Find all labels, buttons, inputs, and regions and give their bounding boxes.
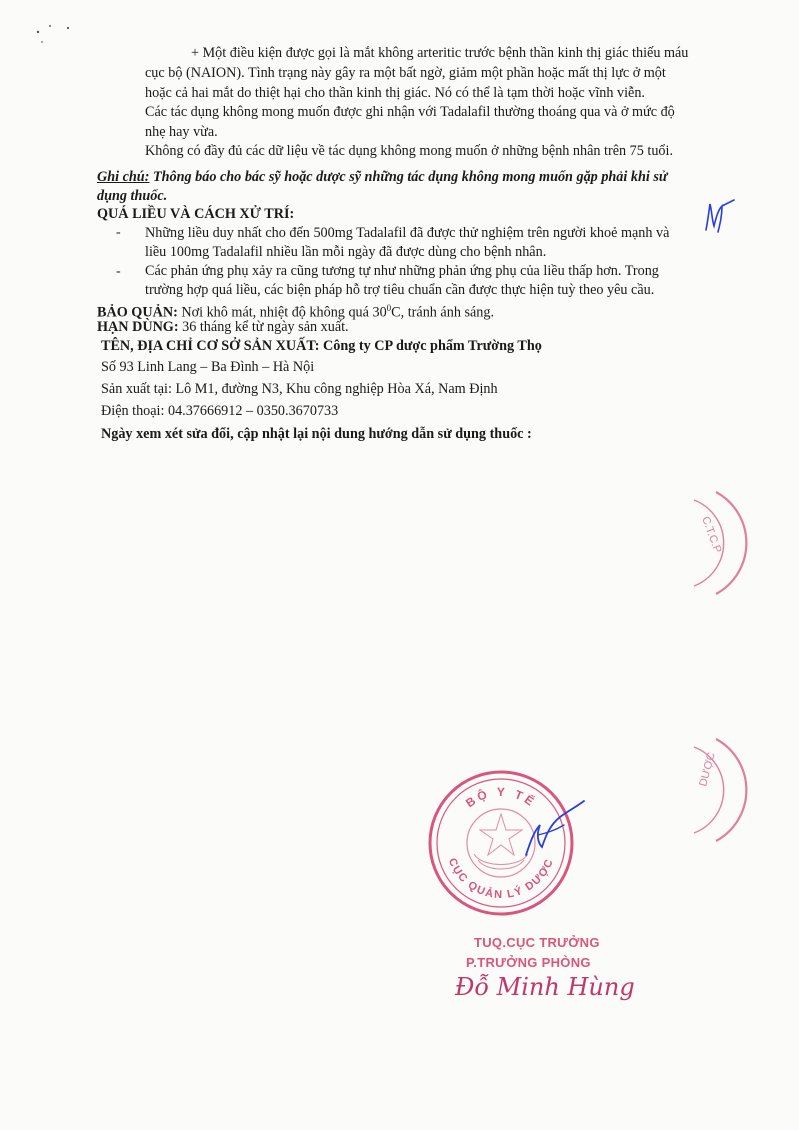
initials-mark (700, 196, 740, 236)
edge-stamp-lower (668, 735, 799, 845)
manufacturer-line (101, 337, 542, 356)
edge-stamp-upper-text: C.T.C.P (699, 514, 724, 555)
storage-degree: 0 (386, 303, 392, 313)
overdose-item-2-line-2: trường hợp quá liều, các biện pháp hỗ trợ tiêu chuẩn cần được thực hiện tuỳ theo yêu cầu. (145, 282, 655, 298)
note-text-1: Thông báo cho bác sỹ hoặc dược sỹ những tác dụng không mong muốn gặp phải khi sử (152, 169, 668, 185)
approval-line-1: TUQ.CỤC TRƯỞNG (474, 935, 600, 950)
naion-line-3: hoặc cả hai mắt do thiệt hại cho thần kinh thị giác. Nó có thể là tạm thời hoặc vĩnh viễn. (145, 85, 645, 101)
manufacturer-company: Công ty CP dược phẩm Trường Thọ (323, 338, 542, 354)
note-line-2: dụng thuốc. (97, 188, 168, 204)
edge-stamp-lower-text: DƯỢC (697, 751, 718, 788)
overdose-item-1-line-1: Những liều duy nhất cho đến 500mg Tadalafil đã được thử nghiệm trên người khoẻ mạnh và (145, 225, 670, 241)
note-line-1 (97, 168, 667, 187)
manufacturer-factory: Sản xuất tại: Lô M1, đường N3, Khu công nghiệp Hòa Xá, Nam Định (101, 381, 498, 397)
naion-line-2: cục bộ (NAION). Tình trạng này gây ra một bất ngờ, giảm một phần hoặc mất thị lực ở một (145, 65, 666, 81)
manufacturer-address: Số 93 Linh Lang – Ba Đình – Hà Nội (101, 359, 315, 375)
expiry-label: HẠN DÙNG: (97, 319, 179, 335)
stamp-top-text: BỘ Y TẾ (463, 784, 539, 811)
naion-line-1: + Một điều kiện được gọi là mắt không arteritic trước bệnh thần kinh thị giác thiếu máu (191, 45, 689, 61)
overdose-bullet-1: - (116, 225, 121, 240)
manufacturer-label: TÊN, ĐỊA CHỈ CƠ SỞ SẢN XUẤT: (101, 338, 320, 354)
manufacturer-phone: Điện thoại: 04.37666912 – 0350.3670733 (101, 403, 339, 419)
transient-line-1: Các tác dụng không mong muốn được ghi nhận với Tadalafil thường thoáng qua và ở mức độ (145, 104, 675, 120)
approval-line-2: P.TRƯỞNG PHÒNG (466, 955, 591, 970)
official-signature (520, 795, 590, 865)
scan-specks (20, 20, 80, 60)
revision-label: Ngày xem xét sửa đổi, cập nhật lại nội dung hướng dẫn sử dụng thuốc : (101, 426, 532, 442)
expiry-line (97, 318, 349, 337)
elderly-note: Không có đầy đủ các dữ liệu về tác dụng không mong muốn ở những bệnh nhân trên 75 tuổi. (145, 143, 674, 159)
overdose-bullet-2: - (116, 264, 121, 279)
overdose-item-2-line-1: Các phản ứng phụ xảy ra cũng tương tự như những phản ứng phụ của liều thấp hơn. Trong (145, 263, 659, 279)
storage-label: BẢO QUẢN: (97, 304, 178, 321)
edge-stamp-upper (668, 488, 799, 598)
storage-text: Nơi khô mát, nhiệt độ không quá 30 (177, 304, 387, 321)
stamp-bottom-text: CỤC QUẢN LÝ DƯỢC (445, 856, 557, 902)
signer-name: Đỗ Minh Hùng (455, 973, 635, 1001)
overdose-item-1-line-2: liều 100mg Tadalafil nhiều lần mỗi ngày đã được dùng cho bệnh nhân. (145, 244, 547, 260)
overdose-heading: QUÁ LIỀU VÀ CÁCH XỬ TRÍ: (97, 206, 295, 222)
storage-text-after: C, tránh ánh sáng. (391, 304, 495, 321)
note-label: Ghi chú: (97, 169, 150, 185)
expiry-text: 36 tháng kể từ ngày sản xuất. (178, 319, 349, 335)
transient-line-2: nhẹ hay vừa. (145, 124, 218, 140)
